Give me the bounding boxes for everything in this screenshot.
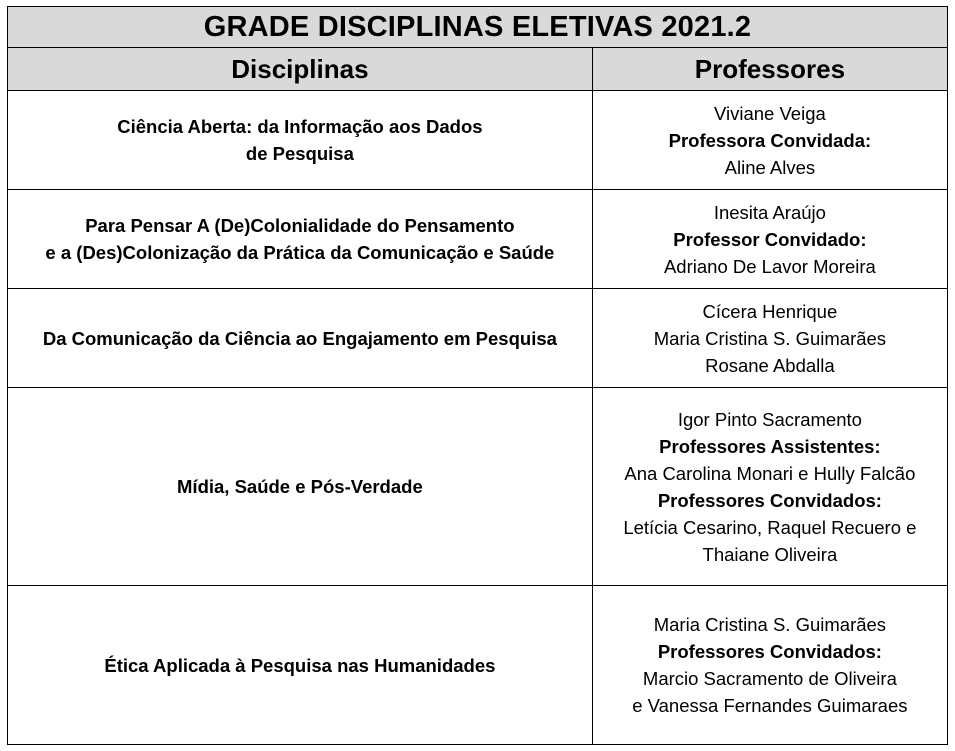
professores-cell (592, 289, 947, 388)
professor-name: Marcio Sacramento de Oliveira (642, 668, 897, 689)
professor-name: Viviane Veiga (714, 102, 826, 124)
header-row (8, 48, 948, 91)
professor-name: Ana Carolina Monari e Hully Falcão (624, 462, 916, 484)
professor-name: Maria Cristina S. Guimarães (653, 614, 887, 635)
professor-name: Maria Cristina S. Guimarães (653, 327, 887, 349)
professores-cell (592, 586, 947, 745)
title-row (8, 7, 948, 48)
electives-schedule (7, 6, 948, 745)
table-row (8, 388, 948, 586)
table-row (8, 586, 948, 745)
professor-name: Aline Alves (724, 156, 816, 178)
professor-role-label: Professor Convidado: (673, 228, 867, 250)
professor-name: Adriano De Lavor Moreira (663, 255, 876, 277)
professor-role-label: Professores Convidados: (657, 641, 882, 662)
table-row (8, 91, 948, 190)
professor-name: Inesita Araújo (713, 201, 826, 223)
header-professores: Professores (592, 48, 947, 91)
disciplina-cell (8, 190, 593, 289)
professor-role-label: Professores Convidados: (657, 489, 882, 511)
disciplina-line: Para Pensar A (De)Colonialidade do Pensamento (85, 215, 515, 236)
disciplina-line: Ciência Aberta: da Informação aos Dados (117, 116, 483, 137)
disciplina-line: Da Comunicação da Ciência ao Engajamento em Pesquisa (42, 327, 557, 349)
professor-role-label: Professores Assistentes: (659, 435, 881, 457)
disciplina-line: e a (Des)Colonização da Prática da Comunicação e Saúde (45, 242, 555, 263)
disciplina-line: Mídia, Saúde e Pós-Verdade (177, 476, 423, 497)
disciplina-cell (8, 586, 593, 745)
table-row (8, 289, 948, 388)
professor-name: Cícera Henrique (702, 300, 838, 322)
professor-name: e Vanessa Fernandes Guimaraes (632, 695, 908, 716)
disciplina-cell (8, 289, 593, 388)
professor-name: Igor Pinto Sacramento (677, 408, 862, 430)
professor-role-label: Professora Convidada: (668, 129, 872, 151)
professor-name: Letícia Cesarino, Raquel Recuero e (623, 516, 917, 538)
table-title: GRADE DISCIPLINAS ELETIVAS 2021.2 (8, 7, 948, 48)
disciplina-cell (8, 91, 593, 190)
disciplina-line: Ética Aplicada à Pesquisa nas Humanidades (104, 654, 496, 676)
electives-table (7, 6, 948, 745)
professores-cell (592, 388, 947, 586)
disciplina-line: de Pesquisa (245, 143, 354, 164)
professores-cell (592, 91, 947, 190)
professores-cell (592, 190, 947, 289)
professor-name: Rosane Abdalla (705, 354, 835, 376)
table-row (8, 190, 948, 289)
header-disciplinas: Disciplinas (8, 48, 593, 91)
disciplina-cell (8, 388, 593, 586)
professor-name: Thaiane Oliveira (702, 543, 838, 565)
